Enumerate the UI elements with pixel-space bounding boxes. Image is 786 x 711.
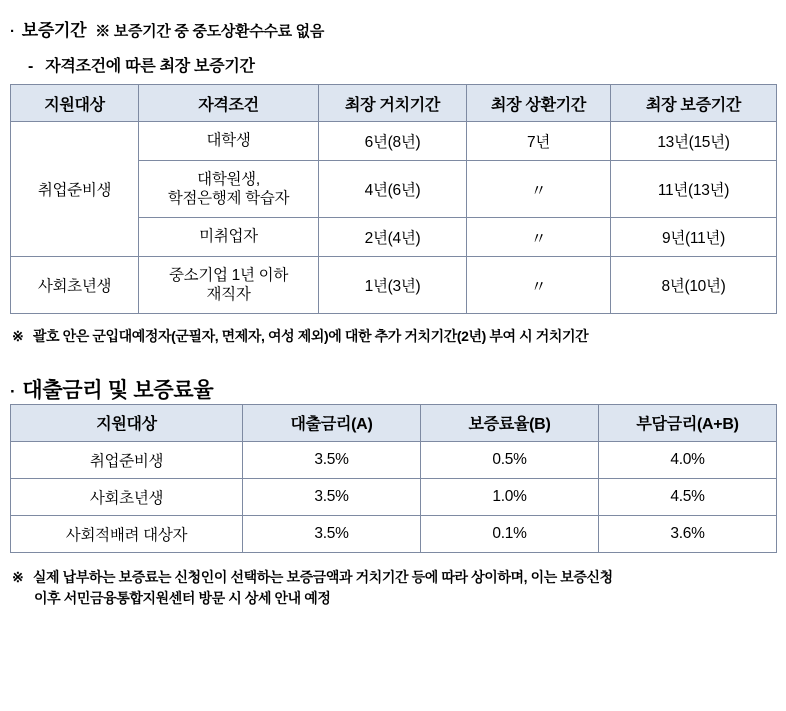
section1-footnote-text: 괄호 안은 군입대예정자(군필자, 면제자, 여성 제외)에 대한 추가 거치기간(2년) 부여 시 거치기간: [32, 328, 589, 344]
section1-note: ※ 보증기간 중 중도상환수수료 없음: [95, 23, 325, 40]
col-header-target: 지원대상: [11, 85, 139, 122]
cell-total-rate: 4.0%: [599, 441, 777, 478]
cell-guarantee: 13년(15년): [611, 122, 777, 161]
interest-rate-table: [10, 404, 777, 553]
section1-title: 보증기간: [21, 21, 87, 40]
cell-target: 사회초년생: [11, 478, 243, 515]
footnote-mark-icon: ※: [12, 328, 24, 344]
cell-repay: 7년: [467, 122, 611, 161]
cell-condition: [139, 122, 319, 161]
section1-footnote: [12, 326, 786, 348]
cell-loan-rate: 3.5%: [243, 515, 421, 552]
cell-guarantee-fee: 0.1%: [421, 515, 599, 552]
cell-condition-line2: 재직자: [206, 286, 251, 303]
cell-repay: 〃: [467, 257, 611, 314]
cell-condition-line1: 미취업자: [199, 228, 258, 246]
cell-target: 취업준비생: [11, 441, 243, 478]
cell-repay: 〃: [467, 218, 611, 257]
section1-subheading: [28, 53, 786, 76]
cell-loan-rate: 3.5%: [243, 478, 421, 515]
footnote-mark-icon: ※: [12, 568, 24, 585]
cell-condition-line1: 대학원생,: [197, 170, 260, 188]
table-row: [11, 122, 777, 161]
cell-grace: 1년(3년): [319, 257, 467, 314]
cell-repay: 〃: [467, 161, 611, 218]
cell-guarantee-fee: 0.5%: [421, 441, 599, 478]
cell-guarantee: 9년(11년): [611, 218, 777, 257]
col-header-repay: 최장 상환기간: [467, 85, 611, 122]
cell-target: 취업준비생: [11, 122, 139, 257]
table-row: [11, 257, 777, 314]
section2-title: 대출금리 및 보증료율: [22, 378, 214, 402]
cell-guarantee: 11년(13년): [611, 161, 777, 218]
section2-footnote: [12, 567, 786, 610]
cell-condition-line2: 학점은행제 학습자: [167, 190, 290, 207]
col-header-total-rate: 부담금리(A+B): [599, 404, 777, 441]
col-header-guarantee: 최장 보증기간: [611, 85, 777, 122]
guarantee-period-table: [10, 84, 777, 314]
cell-grace: 4년(6년): [319, 161, 467, 218]
section1-heading: [10, 16, 786, 41]
cell-grace: 2년(4년): [319, 218, 467, 257]
col-header-guarantee-fee: 보증료율(B): [421, 404, 599, 441]
table-row: [11, 478, 777, 515]
bullet-icon: ·: [10, 23, 15, 40]
dash-icon: -: [28, 58, 34, 75]
col-header-loan-rate: 대출금리(A): [243, 404, 421, 441]
section2-footnote-line2: 이후 서민금융통합지원센터 방문 시 상세 안내 예정: [34, 590, 331, 607]
cell-guarantee: 8년(10년): [611, 257, 777, 314]
col-header-grace: 최장 거치기간: [319, 85, 467, 122]
cell-condition: [139, 257, 319, 314]
table-row: [11, 441, 777, 478]
table-header-row: [11, 85, 777, 122]
col-header-target: 지원대상: [11, 404, 243, 441]
bullet-icon: ·: [10, 381, 16, 401]
cell-condition-line1: 대학생: [206, 132, 251, 150]
cell-loan-rate: 3.5%: [243, 441, 421, 478]
col-header-condition: 자격조건: [139, 85, 319, 122]
section2-footnote-line1: 실제 납부하는 보증료는 신청인이 선택하는 보증금액과 거치기간 등에 따라 상이하며, 이는 보증신청: [32, 568, 613, 585]
cell-condition: [139, 218, 319, 257]
section2-heading: [10, 374, 786, 404]
table-header-row: [11, 404, 777, 441]
document-page: [0, 16, 786, 711]
section1-subheading-label: 자격조건에 따른 최장 보증기간: [45, 58, 255, 75]
cell-condition: [139, 161, 319, 218]
cell-guarantee-fee: 1.0%: [421, 478, 599, 515]
cell-grace: 6년(8년): [319, 122, 467, 161]
cell-condition-line1: 중소기업 1년 이하: [168, 266, 289, 284]
cell-total-rate: 3.6%: [599, 515, 777, 552]
table-row: [11, 515, 777, 552]
cell-total-rate: 4.5%: [599, 478, 777, 515]
cell-target: 사회초년생: [11, 257, 139, 314]
cell-target: 사회적배려 대상자: [11, 515, 243, 552]
